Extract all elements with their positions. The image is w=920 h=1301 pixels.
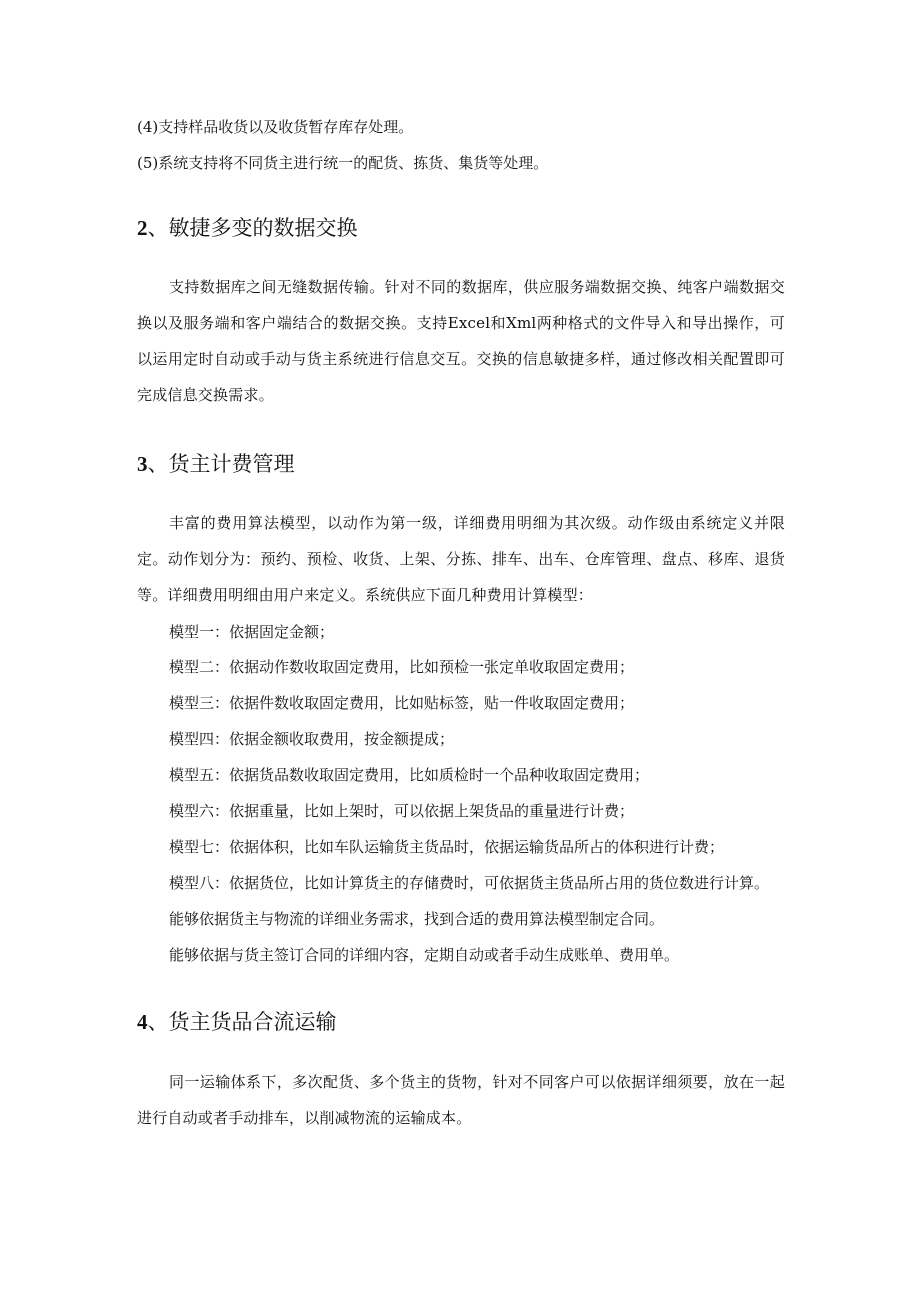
section-number: 4	[137, 1010, 148, 1034]
section-heading	[137, 1008, 337, 1036]
section-heading	[137, 450, 295, 478]
list-item: (5)系统支持将不同货主进行统一的配货、拣货、集货等处理。	[137, 154, 549, 172]
list-item: (4)支持样品收货以及收货暂存库存处理。	[137, 118, 414, 136]
section-title: 、敏捷多变的数据交换	[147, 216, 358, 240]
model-item: 模型二：依据动作数收取固定费用，比如预检一张定单收取固定费用；	[169, 658, 635, 676]
section-title: 、货主计费管理	[147, 452, 295, 476]
note-item: 能够依据与货主签订合同的详细内容，定期自动或者手动生成账单、费用单。	[169, 946, 680, 964]
note-item: 能够依据货主与物流的详细业务需求，找到合适的费用算法模型制定合同。	[169, 910, 665, 928]
model-item: 模型七：依据体积，比如车队运输货主货品时，依据运输货品所占的体积进行计费；	[169, 838, 725, 856]
model-item: 模型六：依据重量，比如上架时，可以依据上架货品的重量进行计费；	[169, 802, 635, 820]
model-item: 模型一：依据固定金额；	[169, 623, 335, 641]
model-item: 模型三：依据件数收取固定费用，比如贴标签，贴一件收取固定费用；	[169, 694, 635, 712]
model-item: 模型五：依据货品数收取固定费用，比如质检时一个品种收取固定费用；	[169, 766, 650, 784]
section-body: 同一运输体系下，多次配货、多个货主的货物，针对不同客户可以依据详细须要，放在一起进行自动或者手动排车，以削减物流的运输成本。	[137, 1073, 785, 1127]
model-item: 模型八：依据货位，比如计算货主的存储费时，可依据货主货品所占用的货位数进行计算。	[169, 874, 770, 892]
section-number: 2	[137, 216, 148, 240]
section-number: 3	[137, 452, 148, 476]
model-item: 模型四：依据金额收取费用，按金额提成；	[169, 730, 455, 748]
section-body: 支持数据库之间无缝数据传输。针对不同的数据库，供应服务端数据交换、纯客户端数据交换以及服务端和客户端结合的数据交换。支持Excel和Xml两种格式的文件导入和导出操作，可以运用定时自动或手动与货主系统进行信息交互。交换的信息敏捷多样，通过修改相关配置即可完成信息交换需求。	[137, 278, 785, 404]
section-title: 、货主货品合流运输	[147, 1010, 337, 1034]
section-heading	[137, 214, 358, 242]
section-body: 丰富的费用算法模型，以动作为第一级，详细费用明细为其次级。动作级由系统定义并限定。动作划分为：预约、预检、收货、上架、分拣、排车、出车、仓库管理、盘点、移库、退货等。详细费用明细由用户来定义。系统供应下面几种费用计算模型：	[137, 514, 785, 604]
